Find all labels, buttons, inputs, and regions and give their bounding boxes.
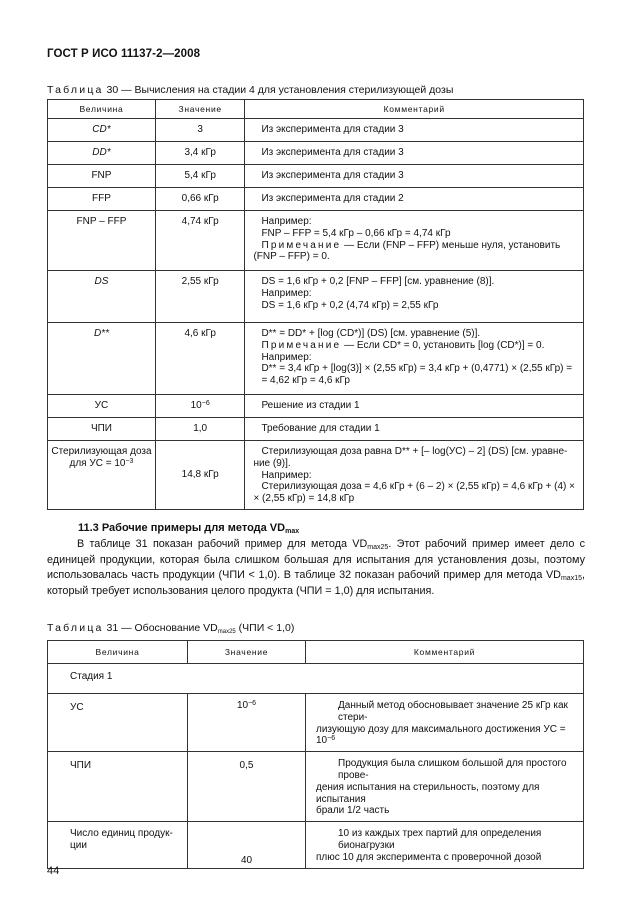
- table31-caption-tail: (ЧПИ < 1,0): [238, 622, 295, 634]
- row-comment: [245, 271, 584, 323]
- row-value: 40: [188, 822, 306, 868]
- table-row: [48, 395, 584, 418]
- row-value: 14,8 кГр: [155, 441, 245, 510]
- note-text: — Если CD* = 0, установить [log (CD*)] = 0.: [344, 339, 545, 351]
- value-exponent: −6: [201, 400, 210, 407]
- section-heading: [78, 522, 299, 534]
- subscript-number: 15: [574, 575, 582, 582]
- row-comment: [306, 822, 584, 868]
- comment-line: D** = 3,4 кГр + [log(3)] × (2,55 кГр) = 3,4 кГр + (0,4771) × (2,55 кГр) =: [261, 363, 573, 375]
- header-value: Значение: [155, 100, 245, 119]
- table-row: [48, 752, 584, 822]
- row-quantity: ЧПИ: [48, 418, 156, 441]
- row-value: 1,0: [155, 418, 245, 441]
- table30-caption: [47, 84, 453, 96]
- row-comment: [245, 323, 584, 395]
- quantity-line: Число единиц продук-: [70, 828, 173, 840]
- table-row: [48, 165, 584, 188]
- row-value: 0,5: [188, 752, 306, 822]
- table31-caption-subscript: max25: [217, 629, 236, 635]
- quantity-line: [48, 458, 155, 470]
- comment-line: = 4,62 кГр = 4,6 кГр: [261, 375, 350, 387]
- subscript-text: max: [560, 575, 575, 582]
- comment-line: Например:: [261, 287, 312, 299]
- comment-line: Например:: [261, 216, 312, 227]
- quantity-line: Стерилизующая доза: [51, 446, 152, 457]
- subscript-number: 25: [380, 544, 389, 551]
- paragraph-text: . Этот рабочий пример имеет дело с единицей продукции, которая была слишком большая для испытания для установления дозы, поэтому использовалась часть продукции (ЧПИ < 1,0). В таблице 32 показан рабочий пример для метода VD: [47, 538, 586, 581]
- row-value: 5,4 кГр: [155, 165, 245, 188]
- section-title-subscript: max: [285, 528, 300, 535]
- table-row: [48, 441, 584, 510]
- comment-line: FNP – FFP = 5,4 кГр – 0,66 кГр = 4,74 кГр: [261, 227, 451, 239]
- value-exponent: −6: [248, 700, 257, 707]
- row-quantity: FFP: [48, 188, 156, 211]
- row-comment: [306, 752, 584, 822]
- row-comment: Из эксперимента для стадии 3: [245, 142, 584, 165]
- subscript-text: max: [367, 544, 381, 551]
- row-quantity: FNP: [48, 165, 156, 188]
- row-quantity: [48, 822, 188, 868]
- table-row: [48, 664, 584, 694]
- header-comment: Комментарий: [245, 100, 584, 119]
- row-value: 3: [155, 119, 245, 142]
- note-text: — Если (FNP – FFP) меньше нуля, установить: [344, 239, 561, 251]
- comment-line: Например:: [261, 469, 312, 481]
- note-line: [261, 340, 575, 352]
- table-row: [48, 211, 584, 271]
- paragraph-text: , который требует использования целого продукта (ЧПИ = 1,0) для испытания.: [47, 569, 585, 597]
- comment-line: Продукция была слишком большой для простого прове-: [338, 758, 567, 781]
- table-row: [48, 418, 584, 441]
- row-quantity: FNP – FFP: [48, 211, 156, 271]
- quantity-text: для УС = 10: [69, 458, 126, 469]
- row-comment: [245, 211, 584, 271]
- value-base: 10: [190, 400, 202, 411]
- header-comment: Комментарий: [306, 641, 584, 664]
- comment-line: 10 из каждых трех партий для определения бионагрузки: [338, 828, 542, 851]
- table-row: [48, 188, 584, 211]
- row-quantity: УС: [48, 395, 156, 418]
- row-value: 4,6 кГр: [155, 323, 245, 395]
- row-value: 0,66 кГр: [155, 188, 245, 211]
- table-row: [48, 271, 584, 323]
- table-row: [48, 119, 584, 142]
- row-comment: Из эксперимента для стадии 3: [245, 119, 584, 142]
- comment-line: D** = DD* + [log (CD*)] (DS) [см. уравнение (5)].: [261, 328, 481, 339]
- note-word: Примечание: [261, 339, 342, 351]
- comment-line: ние (9)].: [253, 457, 291, 469]
- table30-caption-word: Таблица: [47, 84, 104, 96]
- table-row: [48, 323, 584, 395]
- row-value: 3,4 кГр: [155, 142, 245, 165]
- row-comment: Из эксперимента для стадии 3: [245, 165, 584, 188]
- comment-line: Данный метод обосновывает значение 25 кГр как стери-: [338, 700, 568, 723]
- value-base: 10: [236, 700, 249, 711]
- table30-caption-text: 30 — Вычисления на стадии 4 для установления стерилизующей дозы: [106, 84, 454, 96]
- paragraph-subscript: [561, 575, 582, 582]
- header-quantity: Величина: [48, 100, 156, 119]
- row-quantity: DS: [48, 271, 156, 323]
- section-title: 11.3 Рабочие примеры для метода VD: [78, 522, 286, 534]
- table31-caption-word: Таблица: [47, 622, 104, 634]
- table30-header-row: [48, 100, 584, 119]
- row-quantity: ЧПИ: [48, 752, 188, 822]
- row-comment: Решение из стадии 1: [245, 395, 584, 418]
- comment-exponent: −6: [327, 735, 336, 743]
- table31: [47, 640, 584, 869]
- section-paragraph: [47, 537, 585, 599]
- header-quantity: Величина: [48, 641, 188, 664]
- comment-line: DS = 1,6 кГр + 0,2 (4,74 кГр) = 2,55 кГр: [261, 299, 439, 311]
- row-value: 2,55 кГр: [155, 271, 245, 323]
- table31-caption-text: 31 — Обоснование VD: [106, 622, 218, 634]
- comment-line: × (2,55 кГр) = 14,8 кГр: [253, 493, 355, 505]
- document-header: ГОСТ Р ИСО 11137-2—2008: [47, 48, 201, 60]
- comment-line: брали 1/2 часть: [316, 805, 390, 817]
- note-continuation: (FNP – FFP) = 0.: [253, 251, 330, 263]
- row-quantity: УС: [48, 694, 188, 752]
- header-value: Значение: [188, 641, 306, 664]
- comment-line: DS = 1,6 кГр + 0,2 [FNP – FFP] [см. уравнение (8)].: [261, 276, 495, 287]
- row-comment: [245, 441, 584, 510]
- note-word: Примечание: [261, 239, 342, 251]
- table-row: [48, 142, 584, 165]
- row-value: [188, 694, 306, 752]
- comment-line: Стерилизующая доза = 4,6 кГр + (6 – 2) × (2,55 кГр) = 4,6 кГр + (4) ×: [261, 481, 575, 493]
- comment-line: плюс 10 для эксперимента с проверочной дозой: [316, 851, 542, 863]
- row-value: [155, 395, 245, 418]
- page-number: 44: [47, 865, 60, 877]
- comment-line: [316, 724, 573, 748]
- row-comment: Требование для стадии 1: [245, 418, 584, 441]
- paragraph-subscript: [367, 544, 388, 551]
- row-comment: [306, 694, 584, 752]
- comment-line: Стерилизующая доза равна D** + [– log(УС) – 2] (DS) [см. уравне-: [261, 446, 568, 457]
- note-line: [253, 240, 575, 252]
- row-value: 4,74 кГр: [155, 211, 245, 271]
- table30: [47, 99, 584, 510]
- row-quantity: CD*: [48, 119, 156, 142]
- table31-header-row: [48, 641, 584, 664]
- paragraph-text: В таблице 31 показан рабочий пример для метода VD: [77, 538, 368, 550]
- table-row: [48, 694, 584, 752]
- comment-line: Например:: [261, 351, 312, 363]
- stage-label: Стадия 1: [48, 664, 584, 694]
- quantity-exponent: −3: [125, 458, 134, 465]
- row-quantity: D**: [48, 323, 156, 395]
- comment-line: дения испытания на стерильность, поэтому для испытания: [316, 781, 540, 805]
- row-quantity: DD*: [48, 142, 156, 165]
- quantity-line: ции: [70, 840, 87, 852]
- comment-text: лизующую дозу для максимального достижения УС = 10: [316, 723, 566, 747]
- row-comment: Из эксперимента для стадии 2: [245, 188, 584, 211]
- row-quantity: [48, 441, 156, 510]
- table-row: [48, 822, 584, 868]
- table31-caption: [47, 622, 294, 634]
